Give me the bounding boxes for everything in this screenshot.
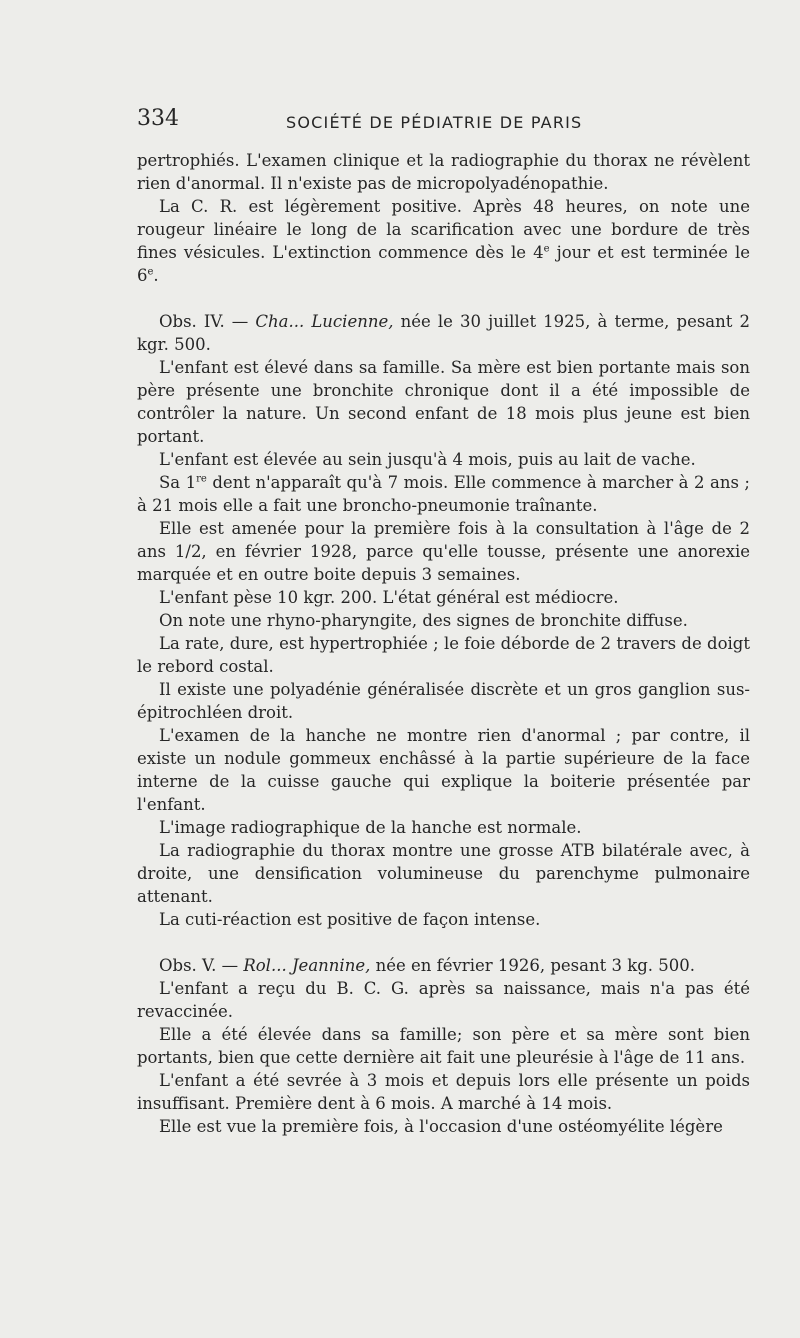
paragraph: La radiographie du thorax montre une grosse ATB bilatérale avec, à droite, une densification volumineuse du parenchyme pulmonaire attenant.	[137, 841, 750, 906]
paragraph: La cuti-réaction est positive de façon intense.	[159, 910, 541, 929]
running-title: SOCIÉTÉ DE PÉDIATRIE DE PARIS	[286, 113, 583, 132]
paragraph: L'examen de la hanche ne montre rien d'anormal ; par contre, il existe un nodule gommeux enchâssé à la partie supérieure de la face interne de la cuisse gauche qui explique la boiterie présentée par l'enfant.	[137, 726, 750, 814]
paragraph: L'enfant pèse 10 kgr. 200. L'état général est médiocre.	[159, 588, 619, 607]
paragraph: L'enfant est élevée au sein jusqu'à 4 mois, puis au lait de vache.	[159, 450, 696, 469]
paragraph: Sa 1re dent n'apparaît qu'à 7 mois. Elle commence à marcher à 2 ans ; à 21 mois elle a fait une broncho-pneumonie traînante.	[137, 473, 750, 515]
observation-label: Obs. V. —	[159, 956, 244, 975]
observation-label: Obs. IV. —	[159, 312, 256, 331]
observation-heading: Obs. IV. — Cha... Lucienne, née le 30 juillet 1925, à terme, pesant 2 kgr. 500.	[137, 312, 750, 354]
paragraph: On note une rhyno-pharyngite, des signes de bronchite diffuse.	[159, 611, 688, 630]
paragraph: L'enfant a reçu du B. C. G. après sa naissance, mais n'a pas été revaccinée.	[137, 979, 750, 1021]
paragraph: L'enfant a été sevrée à 3 mois et depuis lors elle présente un poids insuffisant. Première dent à 6 mois. A marché à 14 mois.	[137, 1071, 750, 1113]
body-text	[137, 149, 750, 1138]
paragraph: pertrophiés. L'examen clinique et la radiographie du thorax ne révèlent rien d'anormal. Il n'existe pas de micropolyadénopathie.	[137, 151, 750, 193]
page-header	[137, 106, 750, 136]
paragraph: Il existe une polyadénie généralisée discrète et un gros ganglion sus-épitrochléen droit.	[137, 680, 750, 722]
paragraph: La C. R. est légèrement positive. Après 48 heures, on note une rougeur linéaire le long de la scarification avec une bordure de très fines vésicules. L'extinction commence dès le 4e jour et est terminée le 6e.	[137, 197, 750, 285]
page-number: 334	[137, 106, 179, 131]
paragraph: L'image radiographique de la hanche est normale.	[159, 818, 582, 837]
patient-name: Cha... Lucienne,	[255, 312, 394, 331]
paragraph: Elle est amenée pour la première fois à la consultation à l'âge de 2 ans 1/2, en février 1928, parce qu'elle tousse, présente une anorexie marquée et en outre boite depuis 3 semaines.	[137, 519, 750, 584]
paragraph: Elle a été élevée dans sa famille; son père et sa mère sont bien portants, bien que cette dernière ait fait une pleurésie à l'âge de 11 ans.	[137, 1025, 750, 1067]
paragraph: L'enfant est élevé dans sa famille. Sa mère est bien portante mais son père présente une bronchite chronique dont il a été impossible de contrôler la nature. Un second enfant de 18 mois plus jeune est bien portant.	[137, 358, 750, 446]
patient-name: Rol... Jeannine,	[243, 956, 371, 975]
observation-heading: Obs. V. — Rol... Jeannine, née en février 1926, pesant 3 kg. 500.	[159, 956, 696, 975]
paragraph: Elle est vue la première fois, à l'occasion d'une ostéomyélite légère	[159, 1117, 723, 1136]
paragraph: La rate, dure, est hypertrophiée ; le foie déborde de 2 travers de doigt le rebord costal.	[137, 634, 750, 676]
